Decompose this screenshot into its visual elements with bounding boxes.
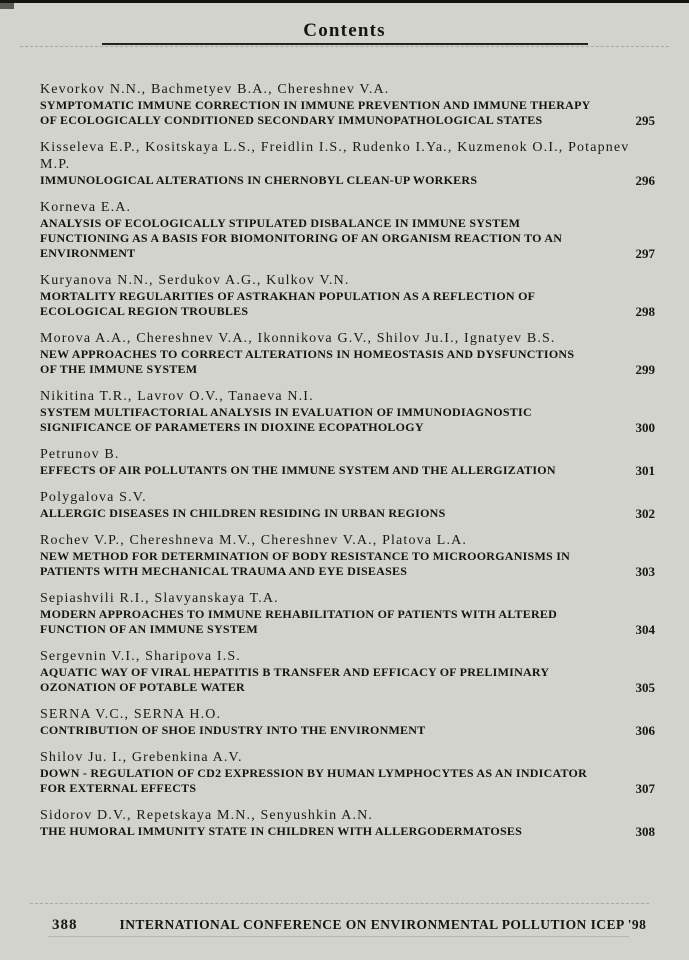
entry-page-number: 298 <box>635 304 655 319</box>
entry-authors: Korneva E.A. <box>40 200 132 215</box>
entry-page-number: 308 <box>635 824 655 839</box>
entry-authors: Petrunov B. <box>40 447 120 462</box>
entry-title: NEW METHOD FOR DETERMINATION OF BODY RESISTANCE TO MICROORGANISMS IN PATIENTS WITH MECHANICAL TRAUMA AND EYE DISEASES <box>40 549 571 578</box>
toc-entry <box>40 139 655 188</box>
page-footer <box>0 917 689 934</box>
entry-title: IMMUNOLOGICAL ALTERATIONS IN CHERNOBYL CLEAN-UP WORKERS <box>40 173 478 187</box>
entry-authors: Sidorov D.V., Repetskaya M.N., Senyushkin A.N. <box>40 808 374 823</box>
entry-title-row <box>40 463 655 478</box>
toc-entry <box>40 272 655 319</box>
toc-entry <box>40 807 655 839</box>
entry-authors: Kisseleva E.P., Kositskaya L.S., Freidlin I.S., Rudenko I.Ya., Kuzmenok O.I., Potapnev M.P. <box>40 140 630 172</box>
entry-authors: Rochev V.P., Chereshneva M.V., Chereshnev V.A., Platova L.A. <box>40 533 468 548</box>
entry-page-number: 304 <box>635 622 655 637</box>
entry-title: THE HUMORAL IMMUNITY STATE IN CHILDREN WITH ALLERGODERMATOSES <box>40 824 523 838</box>
entry-page-number: 303 <box>635 564 655 579</box>
entry-authors: Sepiashvili R.I., Slavyanskaya T.A. <box>40 591 279 606</box>
entry-title-row <box>40 173 655 188</box>
entry-page-number: 295 <box>635 113 655 128</box>
entry-title: AQUATIC WAY OF VIRAL HEPATITIS B TRANSFER AND EFFICACY OF PRELIMINARY OZONATION OF POTABLE WATER <box>40 665 549 694</box>
toc-entry <box>40 532 655 579</box>
toc-entry <box>40 81 655 128</box>
toc-entry <box>40 199 655 261</box>
entry-authors: Sergevnin V.I., Sharipova I.S. <box>40 649 241 664</box>
scan-smudge-line <box>30 903 649 904</box>
entry-title-row <box>40 549 655 579</box>
toc-entry <box>40 388 655 435</box>
entry-page-number: 297 <box>635 246 655 261</box>
entry-authors: Morova A.A., Chereshnev V.A., Ikonnikova G.V., Shilov Ju.I., Ignatyev B.S. <box>40 331 556 346</box>
entry-title: CONTRIBUTION OF SHOE INDUSTRY INTO THE ENVIRONMENT <box>40 723 426 737</box>
page-header <box>0 0 689 45</box>
entry-title-row <box>40 216 655 261</box>
entry-title-row <box>40 405 655 435</box>
toc-entry <box>40 749 655 796</box>
entry-title-row <box>40 607 655 637</box>
toc-entry <box>40 648 655 695</box>
toc-list <box>40 81 655 839</box>
scan-corner-artifact <box>0 3 14 9</box>
entry-page-number: 307 <box>635 781 655 796</box>
entry-title-row <box>40 665 655 695</box>
toc-entry <box>40 446 655 478</box>
entry-title: ANALYSIS OF ECOLOGICALLY STIPULATED DISBALANCE IN IMMUNE SYSTEM FUNCTIONING AS A BASIS FOR BIOMONITORING OF AN ORGANISM REACTION TO AN ENVIRONMENT <box>40 216 563 260</box>
entry-authors: Nikitina T.R., Lavrov O.V., Tanaeva N.I. <box>40 389 314 404</box>
entry-title-row <box>40 723 655 738</box>
entry-title-row <box>40 824 655 839</box>
entry-page-number: 296 <box>635 173 655 188</box>
entry-page-number: 306 <box>635 723 655 738</box>
scan-smudge-line <box>48 936 629 937</box>
entry-title: SYSTEM MULTIFACTORIAL ANALYSIS IN EVALUATION OF IMMUNODIAGNOSTIC SIGNIFICANCE OF PARAMETERS IN DIOXINE ECOPATHOLOGY <box>40 405 532 434</box>
entry-authors: SERNA V.C., SERNA H.O. <box>40 707 222 722</box>
entry-page-number: 300 <box>635 420 655 435</box>
entry-authors: Kevorkov N.N., Bachmetyev B.A., Chereshnev V.A. <box>40 82 390 97</box>
toc-entry <box>40 706 655 738</box>
entry-title: NEW APPROACHES TO CORRECT ALTERATIONS IN HOMEOSTASIS AND DYSFUNCTIONS OF THE IMMUNE SYSTEM <box>40 347 575 376</box>
entry-title: ALLERGIC DISEASES IN CHILDREN RESIDING IN URBAN REGIONS <box>40 506 446 520</box>
toc-entry <box>40 489 655 521</box>
entry-title-row <box>40 347 655 377</box>
entry-title: DOWN - REGULATION OF CD2 EXPRESSION BY HUMAN LYMPHOCYTES AS AN INDICATOR FOR EXTERNAL EFFECTS <box>40 766 588 795</box>
entry-title-row <box>40 506 655 521</box>
scan-smudge-line <box>20 46 669 47</box>
entry-title: MORTALITY REGULARITIES OF ASTRAKHAN POPULATION AS A REFLECTION OF ECOLOGICAL REGION TROUBLES <box>40 289 535 318</box>
entry-title-row <box>40 98 655 128</box>
scan-top-edge-artifact <box>0 0 689 3</box>
entry-page-number: 299 <box>635 362 655 377</box>
entry-title: MODERN APPROACHES TO IMMUNE REHABILITATION OF PATIENTS WITH ALTERED FUNCTION OF AN IMMUNE SYSTEM <box>40 607 558 636</box>
footer-page-number: 388 <box>52 917 78 933</box>
entry-title: EFFECTS OF AIR POLLUTANTS ON THE IMMUNE SYSTEM AND THE ALLERGIZATION <box>40 463 556 477</box>
toc-entry <box>40 330 655 377</box>
entry-authors: Polygalova S.V. <box>40 490 147 505</box>
entry-page-number: 305 <box>635 680 655 695</box>
toc-entry <box>40 590 655 637</box>
entry-title: SYMPTOMATIC IMMUNE CORRECTION IN IMMUNE PREVENTION AND IMMUNE THERAPY OF ECOLOGICALLY CONDITIONED SECONDARY IMMUNOPATHOLOGICAL STATES <box>40 98 591 127</box>
entry-authors: Kuryanova N.N., Serdukov A.G., Kulkov V.N. <box>40 273 350 288</box>
entry-title-row <box>40 289 655 319</box>
heading-rule <box>102 43 588 45</box>
entry-title-row <box>40 766 655 796</box>
footer-conference-title: INTERNATIONAL CONFERENCE ON ENVIRONMENTAL POLLUTION ICEP '98 <box>119 917 647 932</box>
entry-page-number: 302 <box>635 506 655 521</box>
entry-authors: Shilov Ju. I., Grebenkina A.V. <box>40 750 243 765</box>
entry-page-number: 301 <box>635 463 655 478</box>
contents-heading: Contents <box>303 20 386 41</box>
